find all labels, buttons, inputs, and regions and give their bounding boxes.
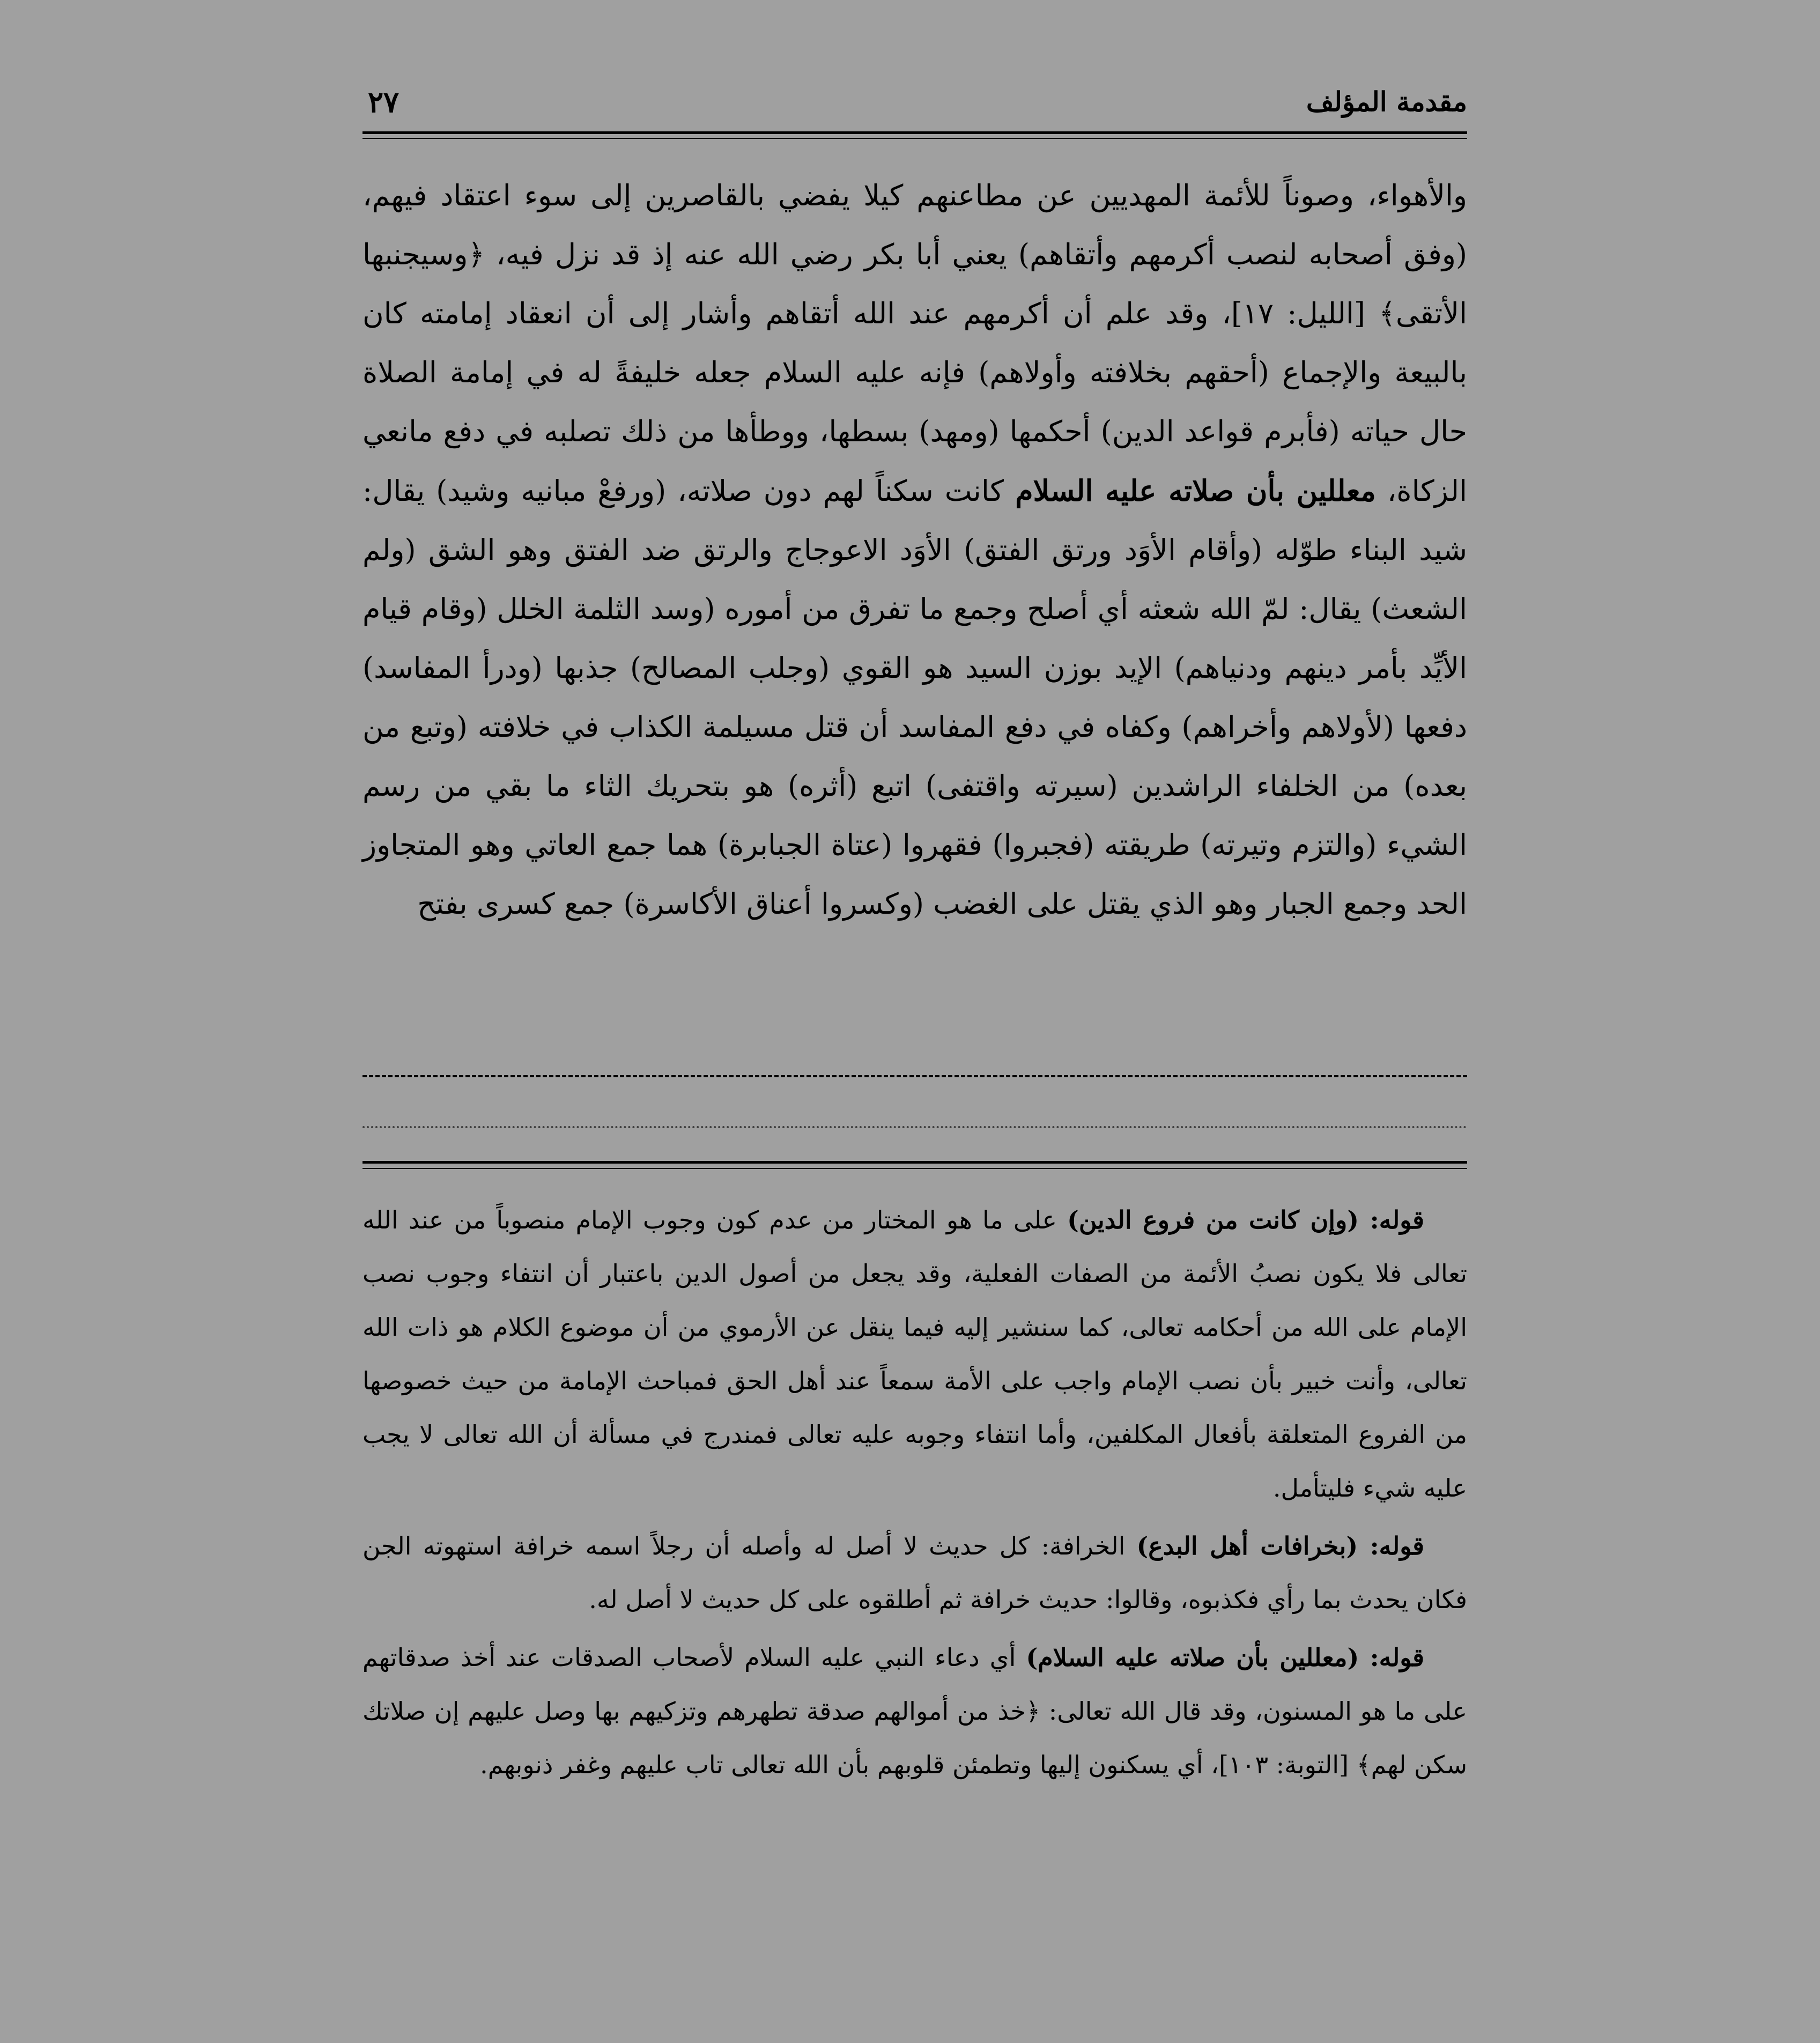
main-paragraph — [362, 166, 1467, 934]
dotted-separator — [362, 1126, 1467, 1128]
footnote-3-lead: قوله: (معللين بأن صلاته عليه السلام) — [1026, 1643, 1425, 1672]
footnote-1-lead: قوله: (وإن كانت من فروع الدين) — [1067, 1205, 1425, 1234]
main-text — [362, 166, 1467, 934]
running-header — [362, 78, 1467, 131]
footnote-rule-thin — [362, 1168, 1467, 1169]
main-text-part-1: والأهواء، وصوناً للأئمة المهديين عن مطاعنهم كيلا يفضي بالقاصرين إلى سوء اعتقاد فيهم، (وفق أصحابه لنصب أكرمهم وأتقاهم) يعني أبا بكر رضي الله عنه إذ قد نزل فيه، ﴿وسيجنبها الأتقى﴾ [الليل: ١٧]، وقد علم أن أكرمهم عند الله أتقاهم وأشار إلى أن انعقاد إمامته كان بالبيعة والإجماع (أحقهم بخلافته وأولاهم) فإنه عليه السلام جعله خليفةً له في إمامة الصلاة حال حياته (فأبرم قواعد الدين) أحكمها (ومهد) بسطها، ووطأها من ذلك تصلبه في دفع مانعي الزكاة، — [362, 179, 1467, 508]
footnote-2 — [362, 1519, 1467, 1626]
footnote-rule — [362, 1161, 1467, 1164]
footnotes — [362, 1193, 1467, 1796]
header-rule — [362, 131, 1467, 134]
footnote-2-lead: قوله: (بخرافات أهل البدع) — [1136, 1531, 1424, 1560]
footnote-2-text: الخرافة: كل حديث لا أصل له وأصله أن رجلاً اسمه خرافة استهوته الجن فكان يحدث بما رأي فكذبوه، وقالوا: حديث خرافة ثم أطلقوه على كل حديث لا أصل له. — [362, 1531, 1467, 1614]
header-rule-thin — [362, 138, 1467, 139]
footnote-1-text: على ما هو المختار من عدم كون وجوب الإمام منصوباً من عند الله تعالى فلا يكون نصبُ الأئمة من الصفات الفعلية، وقد يجعل من أصول الدين باعتبار أن انتفاء وجوب نصب الإمام على الله من أحكامه تعالى، كما سنشير إليه فيما ينقل عن الأرموي من أن موضوع الكلام هو ذات الله تعالى، وأنت خبير بأن نصب الإمام واجب على الأمة سمعاً عند أهل الحق فمباحث الإمامة من حيث خصوصها من الفروع المتعلقة بأفعال المكلفين، وأما انتفاء وجوبه عليه تعالى فمندرج في مسألة أن الله تعالى لا يجب عليه شيء فليتأمل. — [362, 1205, 1467, 1502]
main-text-part-2: كانت سكناً لهم دون صلاته، (ورفعْ مبانيه وشيد) يقال: شيد البناء طوّله (وأقام الأوَد ورتق الفتق) الأوَد الاعوجاج والرتق ضد الفتق وهو الشق (ولم الشعث) يقال: لمّ الله شعثه أي أصلح وجمع ما تفرق من أموره (وسد الثلمة الخلل (وقام قيام الأيِّد بأمر دينهم ودنياهم) الإيد بوزن السيد هو القوي (وجلب المصالح) جذبها (ودرأ المفاسد) دفعها (لأولاهم وأخراهم) وكفاه في دفع المفاسد أن قتل مسيلمة الكذاب في خلافته (وتبع من بعده) من الخلفاء الراشدين (سيرته واقتفى) اتبع (أثره) هو بتحريك الثاء ما بقي من رسم الشيء (والتزم وتيرته) طريقته (فجبروا) فقهروا (عتاة الجبابرة) هما جمع العاتي وهو المتجاوز الحد وجمع الجبار وهو الذي يقتل على الغضب (وكسروا أعناق الأكاسرة) جمع كسرى بفتح — [362, 474, 1467, 921]
header-title: مقدمة المؤلف — [1306, 86, 1467, 117]
dashed-separator — [362, 1075, 1467, 1077]
book-page — [362, 78, 1467, 1987]
page-number: ٢٧ — [368, 85, 399, 119]
footnote-3 — [362, 1631, 1467, 1792]
main-text-bold: معللين بأن صلاته عليه السلام — [1015, 473, 1376, 508]
footnote-3-text: أي دعاء النبي عليه السلام لأصحاب الصدقات عند أخذ صدقاتهم على ما هو المسنون، وقد قال الله تعالى: ﴿خذ من أموالهم صدقة تطهرهم وتزكيهم بها وصل عليهم إن صلاتك سكن لهم﴾ [التوبة: ١٠٣]، أي يسكنون إليها وتطمئن قلوبهم بأن الله تعالى تاب عليهم وغفر ذنوبهم. — [362, 1643, 1467, 1779]
footnote-1 — [362, 1193, 1467, 1515]
